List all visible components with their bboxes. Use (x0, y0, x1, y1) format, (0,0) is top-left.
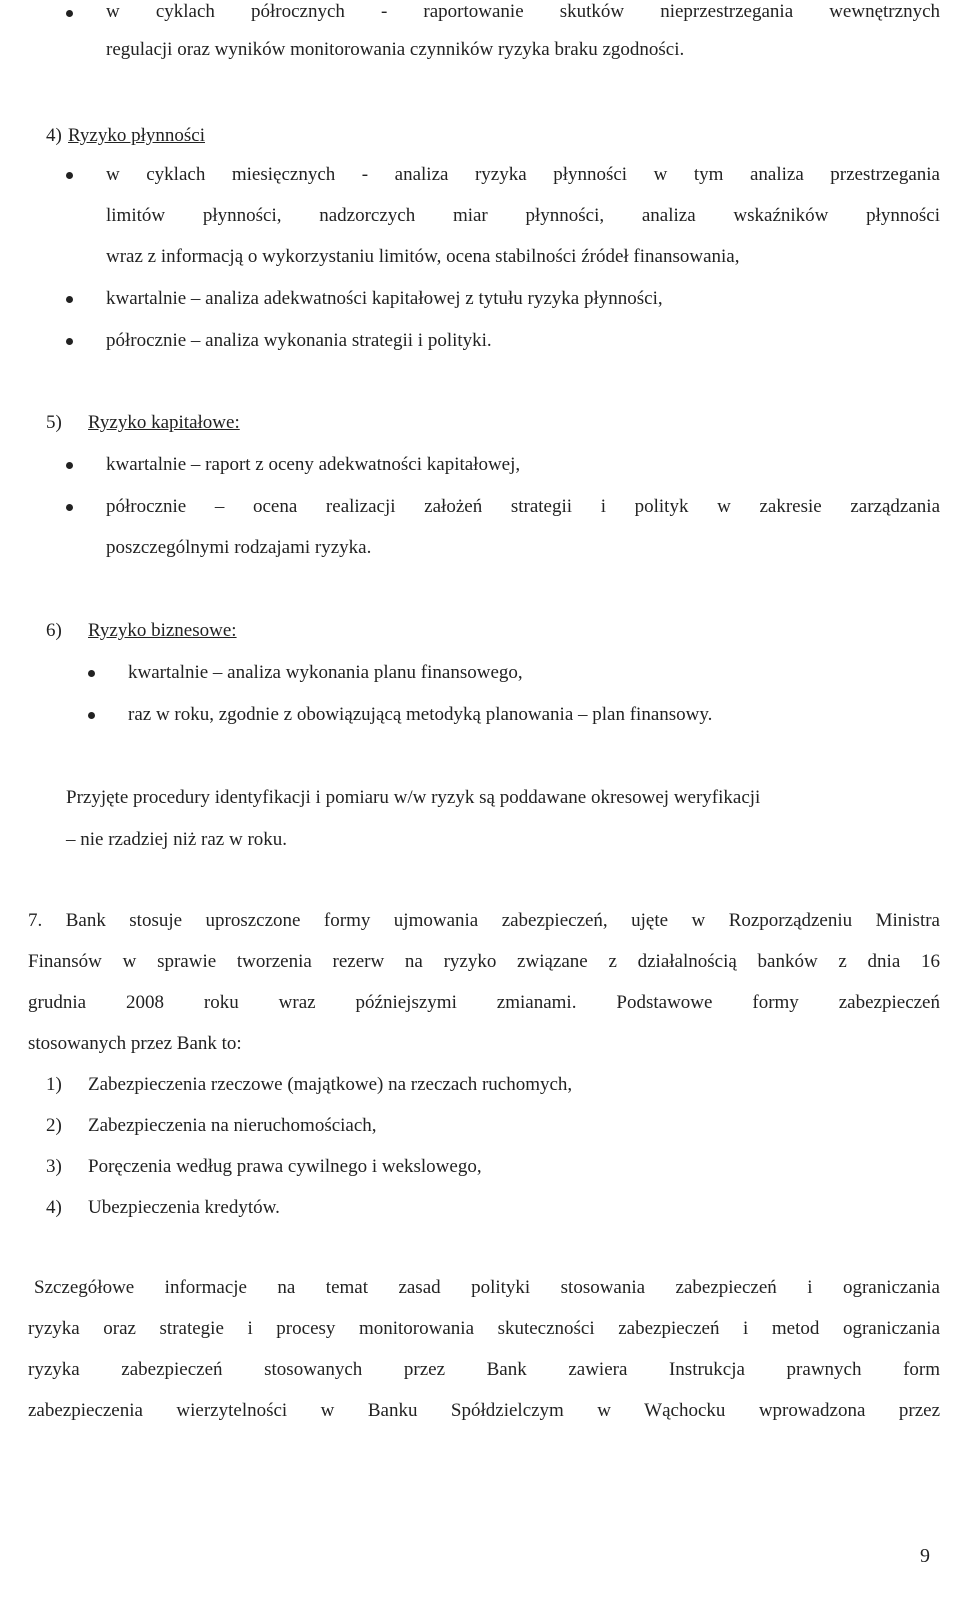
text-line: ryzyka oraz strategie i procesy monitorowania skuteczności zabezpieczeń i metod ograniczania (28, 1318, 940, 1339)
list-item: Zabezpieczenia rzeczowe (majątkowe) na rzeczach ruchomych, (88, 1074, 573, 1095)
list-number: 1) (46, 1074, 62, 1095)
bullet (88, 670, 95, 677)
text-line: w cyklach półrocznych - raportowanie skutków nieprzestrzegania wewnętrznych (106, 1, 940, 22)
section-number: 6) (46, 620, 62, 641)
text-line: raz w roku, zgodnie z obowiązującą metodyką planowania – plan finansowy. (128, 704, 713, 725)
text-line: – nie rzadziej niż raz w roku. (66, 829, 288, 850)
bullet (66, 172, 73, 179)
text-line: stosowanych przez Bank to: (28, 1033, 242, 1054)
list-item: Zabezpieczenia na nieruchomościach, (88, 1115, 377, 1136)
section-title: Ryzyko kapitałowe: (88, 412, 240, 433)
page-number: 9 (920, 1545, 930, 1567)
text-line: Szczegółowe informacje na temat zasad polityki stosowania zabezpieczeń i ograniczania (34, 1277, 940, 1298)
list-number: 4) (46, 1197, 62, 1218)
bullet (66, 338, 73, 345)
section-title: Ryzyko biznesowe: (88, 620, 237, 641)
bullet (66, 296, 73, 303)
bullet (66, 10, 73, 17)
section-number: 5) (46, 412, 62, 433)
text-line: zabezpieczenia wierzytelności w Banku Spółdzielczym w Wąchocku wprowadzona przez (28, 1400, 940, 1421)
bullet (66, 462, 73, 469)
text-line: Finansów w sprawie tworzenia rezerw na ryzyko związane z działalnością banków z dnia 16 (28, 951, 940, 972)
text-line: ryzyka zabezpieczeń stosowanych przez Bank zawiera Instrukcja prawnych form (28, 1359, 940, 1380)
list-number: 3) (46, 1156, 62, 1177)
text-line: półrocznie – analiza wykonania strategii i polityki. (106, 330, 492, 351)
text-line: w cyklach miesięcznych - analiza ryzyka płynności w tym analiza przestrzegania (106, 164, 940, 185)
text-line: Przyjęte procedury identyfikacji i pomiaru w/w ryzyk są poddawane okresowej weryfikacji (66, 787, 761, 808)
text-line: kwartalnie – raport z oceny adekwatności kapitałowej, (106, 454, 521, 475)
text-line: półrocznie – ocena realizacji założeń strategii i polityk w zakresie zarządzania (106, 496, 940, 517)
text-line: regulacji oraz wyników monitorowania czynników ryzyka braku zgodności. (106, 39, 685, 60)
section-number: 4) (46, 125, 62, 146)
text-line: 7. Bank stosuje uproszczone formy ujmowania zabezpieczeń, ujęte w Rozporządzeniu Ministra (28, 910, 940, 931)
text-line: limitów płynności, nadzorczych miar płynności, analiza wskaźników płynności (106, 205, 940, 226)
bullet (88, 712, 95, 719)
list-item: Poręczenia według prawa cywilnego i wekslowego, (88, 1156, 482, 1177)
bullet (66, 504, 73, 511)
list-number: 2) (46, 1115, 62, 1136)
text-line: wraz z informacją o wykorzystaniu limitów, ocena stabilności źródeł finansowania, (106, 246, 740, 267)
text-line: grudnia 2008 roku wraz późniejszymi zmianami. Podstawowe formy zabezpieczeń (28, 992, 940, 1013)
text-line: poszczególnymi rodzajami ryzyka. (106, 537, 372, 558)
text-line: kwartalnie – analiza wykonania planu finansowego, (128, 662, 523, 683)
list-item: Ubezpieczenia kredytów. (88, 1197, 280, 1218)
text-line: kwartalnie – analiza adekwatności kapitałowej z tytułu ryzyka płynności, (106, 288, 663, 309)
section-title: Ryzyko płynności (68, 125, 205, 146)
